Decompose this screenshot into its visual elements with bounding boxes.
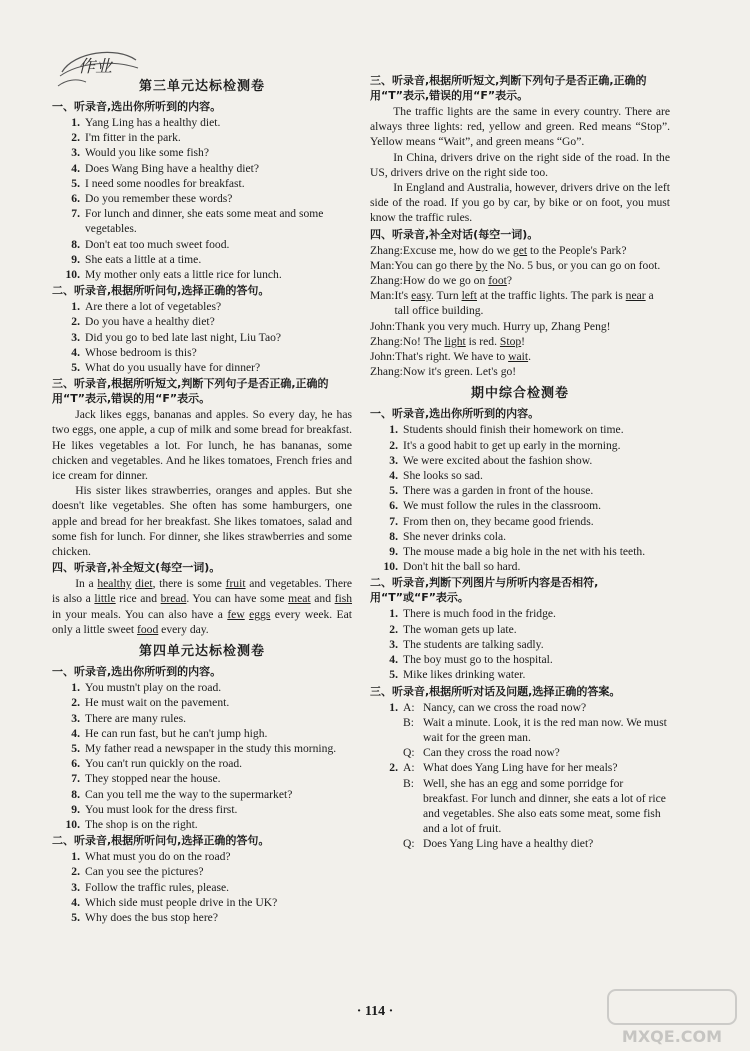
- item-number: 9.: [389, 545, 398, 559]
- cloze-answer: foot: [488, 274, 507, 288]
- list-item: [370, 559, 670, 574]
- cloze-answer: wait: [508, 350, 529, 364]
- list-item: [52, 360, 352, 375]
- item-number: 1.: [71, 116, 80, 129]
- item-text: She looks so sad.: [403, 469, 483, 483]
- list-item: [52, 299, 352, 314]
- u3-cloze-passage: In a healthy diet, there is some fruit and vegetables. There is also a little rice and bread. You can have some meat and fish in your meals. You can also have a few eggs every week. Eat only a little sweet food every day.: [52, 577, 353, 636]
- item-number: 4.: [71, 345, 80, 359]
- item-number: 6.: [71, 757, 80, 771]
- item-number: 3.: [71, 711, 80, 725]
- item-number: 2.: [71, 696, 80, 710]
- item-number: 1.: [389, 423, 398, 437]
- list-item: [52, 880, 352, 895]
- item-number: 5.: [389, 484, 398, 498]
- list-item: [52, 802, 352, 817]
- list-item: [52, 680, 352, 695]
- item-text: The boy must go to the hospital.: [403, 653, 553, 667]
- item-text: Does Wang Bing have a healthy diet?: [85, 161, 259, 175]
- item-text: There are many rules.: [85, 711, 187, 725]
- list-item: [52, 252, 352, 267]
- list-item: [52, 145, 352, 160]
- list-item: [370, 483, 670, 498]
- item-text: I'm fitter in the park.: [85, 131, 181, 145]
- list-item: [52, 130, 352, 145]
- item-text: There was a garden in front of the house.: [403, 484, 594, 498]
- list-item: [52, 756, 352, 771]
- u3-section2-header: 二、听录音,根据所听问句,选择正确的答句。: [52, 284, 270, 298]
- item-text: Do you remember these words?: [85, 192, 233, 206]
- list-item: [370, 652, 670, 667]
- item-number: 9.: [71, 802, 80, 816]
- dialog-line: Zhang: Now it's green. Let's go!: [370, 365, 517, 379]
- page-number: · 114 ·: [356, 1004, 394, 1019]
- item-number: 6.: [389, 499, 398, 513]
- u4-passage-paragraph: In China, drivers drive on the right side of the road. In the US, drivers drive on the right side too.: [370, 150, 670, 179]
- list-item: [52, 115, 352, 130]
- cloze-answer: meat: [288, 592, 311, 606]
- item-text: There is much food in the fridge.: [403, 607, 556, 621]
- unit4-title: 第四单元达标检测卷: [138, 644, 265, 660]
- dialog-line: Man: It's easy. Turn left at the traffic lights. The park is near a tall office building.: [370, 289, 654, 318]
- item-text: They stopped near the house.: [85, 772, 221, 786]
- cloze-answer: near: [625, 289, 646, 303]
- dialog-line: Zhang: Excuse me, how do we get to the People's Park?: [370, 243, 627, 257]
- item-text: She eats a little at a time.: [85, 252, 202, 266]
- dialog-question-2-a: 2. A: What does Yang Ling have for her meals?: [389, 761, 618, 775]
- list-item: [52, 849, 352, 864]
- u3-section4-header: 四、听录音,补全短文(每空一词)。: [52, 561, 221, 575]
- list-item: [52, 330, 352, 345]
- list-item: [52, 314, 352, 329]
- list-item: [370, 498, 670, 513]
- u4-section1-header: 一、听录音,选出你所听到的内容。: [52, 665, 222, 679]
- item-text: From then on, they became good friends.: [403, 514, 594, 528]
- item-number: 2.: [71, 315, 80, 329]
- item-number: 8.: [389, 529, 398, 543]
- cloze-answer: food: [137, 622, 159, 636]
- item-number: 7.: [71, 772, 80, 786]
- item-number: 4.: [71, 726, 80, 740]
- item-text: Are there a lot of vegetables?: [85, 300, 222, 314]
- item-text: You mustn't play on the road.: [85, 681, 222, 695]
- item-number: 9.: [71, 252, 80, 266]
- mid-section3-header: 三、听录音,根据所听对话及问题,选择正确的答案。: [370, 684, 621, 698]
- item-text: The shop is on the right.: [85, 817, 198, 831]
- u3-section1-list: [52, 115, 352, 282]
- dialog-question-1-q: Q: Can they cross the road now?: [403, 746, 560, 760]
- dialog-line: John: That's right. We have to wait.: [370, 350, 531, 364]
- item-text: What do you usually have for dinner?: [85, 361, 261, 375]
- midterm-title: 期中综合检测卷: [470, 386, 569, 402]
- u4-section2-header: 二、听录音,根据所听问句,选择正确的答句。: [52, 834, 270, 848]
- u4-section3-header: 三、听录音,根据所听短文,判断下列句子是否正确,正确的用“T”表示,错误的用“F”表示。: [370, 74, 647, 102]
- item-number: 3.: [71, 880, 80, 894]
- item-text: Whose bedroom is this?: [85, 345, 197, 359]
- u3-section2-list: [52, 299, 352, 375]
- item-number: 1.: [389, 607, 398, 621]
- item-text: He must wait on the pavement.: [85, 696, 230, 710]
- dialog-line: Zhang: No! The light is red. Stop!: [370, 334, 526, 348]
- item-number: 10.: [383, 560, 398, 574]
- u4-passage-paragraph: In England and Australia, however, drivers drive on the left side of the road. If you go by car, by bike or on foot, you must know the traffic rules.: [370, 181, 670, 225]
- item-number: 1.: [71, 681, 80, 695]
- dialog-question-2-b: B: Well, she has an egg and some porridge for breakfast. For lunch and dinner, she eats a lot of rice and vegetables. She also eats some meat, some fish and a lot of fruit.: [403, 776, 666, 836]
- mid-section1-list: [370, 422, 670, 574]
- list-item: [52, 817, 352, 832]
- item-number: 10.: [65, 268, 80, 282]
- u3-passage-paragraph: His sister likes strawberries, oranges and apples. But she doesn't like vegetables. She often has some hamburgers, one apple and bread for her breakfast. She likes tomatoes, salad and some fish for lunch. For dinner, she likes strawberries and some chicken.: [52, 484, 352, 559]
- list-item: [370, 637, 670, 652]
- u4-passage-paragraph: The traffic lights are the same in every country. There are always three lights: red, yellow and green. Red means “Stop”. Yellow means “Wait”, and green means “Go”.: [370, 105, 670, 149]
- list-item: [52, 237, 352, 252]
- dialog-line: Zhang: How do we go on foot?: [370, 274, 513, 288]
- list-item: [52, 695, 352, 710]
- unit3-title: 第三单元达标检测卷: [138, 79, 265, 94]
- list-item: [370, 453, 670, 468]
- item-text: She never drinks cola.: [403, 529, 507, 543]
- cloze-answer: little: [94, 592, 116, 606]
- mid-section2-list: [370, 606, 670, 682]
- cloze-answer: fish: [334, 592, 353, 606]
- cloze-answer: light: [444, 334, 466, 348]
- item-number: 5.: [71, 910, 80, 924]
- item-text: Don't hit the ball so hard.: [403, 560, 521, 574]
- item-text: The students are talking sadly.: [403, 637, 544, 651]
- item-number: 5.: [71, 741, 80, 755]
- cloze-answer: easy: [411, 289, 431, 303]
- dialog-line: Man: You can go there by the No. 5 bus, or you can go on foot.: [370, 258, 661, 272]
- list-item: [52, 787, 352, 802]
- list-item: [370, 422, 670, 437]
- cloze-answer: eggs: [249, 607, 271, 621]
- item-text: He can run fast, but he can't jump high.: [85, 726, 268, 740]
- item-text: For lunch and dinner, she eats some meat and some vegetables.: [85, 207, 324, 236]
- item-number: 2.: [71, 131, 80, 145]
- u4-section4-header: 四、听录音,补全对话(每空一词)。: [370, 227, 539, 241]
- watermark-text: MXQE.COM: [621, 1027, 723, 1046]
- dialog-question-1-a: 1. A: Nancy, can we cross the road now?: [389, 700, 587, 714]
- item-text: Students should finish their homework on time.: [403, 423, 624, 437]
- cloze-answer: diet: [135, 577, 153, 591]
- list-item: [52, 910, 352, 925]
- u3-section3-header: 三、听录音,根据所听短文,判断下列句子是否正确,正确的用“T”表示,错误的用“F”表示。: [52, 377, 329, 406]
- item-number: 3.: [71, 146, 80, 160]
- item-number: 3.: [389, 453, 398, 467]
- item-text: The mouse made a big hole in the net with his teeth.: [403, 545, 646, 559]
- cloze-answer: left: [461, 289, 478, 303]
- list-item: [52, 267, 352, 282]
- list-item: [370, 606, 670, 621]
- dialog-line: John: Thank you very much. Hurry up, Zhang Peng!: [370, 319, 611, 333]
- list-item: [52, 206, 352, 236]
- item-number: 3.: [71, 330, 80, 344]
- item-text: We must follow the rules in the classroom.: [403, 499, 602, 513]
- u4-section2-list: [52, 849, 352, 925]
- item-text: The woman gets up late.: [403, 622, 517, 636]
- cloze-answer: Stop: [499, 334, 522, 348]
- item-number: 8.: [71, 237, 80, 251]
- item-number: 2.: [389, 438, 398, 452]
- item-text: My mother only eats a little rice for lunch.: [85, 268, 282, 282]
- item-text: You can't run quickly on the road.: [85, 757, 243, 771]
- item-text: We were excited about the fashion show.: [403, 453, 593, 467]
- item-text: Yang Ling has a healthy diet.: [85, 116, 221, 129]
- item-number: 5.: [389, 668, 398, 682]
- u4-section1-list: [52, 680, 352, 832]
- right-column: [370, 72, 670, 852]
- dialog-question-1-b: B: Wait a minute. Look, it is the red man now. We must wait for the green man.: [403, 715, 667, 744]
- item-number: 5.: [71, 361, 80, 375]
- item-number: 1.: [71, 850, 80, 864]
- item-number: 7.: [389, 514, 398, 528]
- item-text: Mike likes drinking water.: [403, 668, 526, 682]
- list-item: [52, 726, 352, 741]
- item-text: Would you like some fish?: [85, 146, 210, 160]
- watermark-logo: [602, 986, 742, 1048]
- u3-section1-header: 一、听录音,选出你所听到的内容。: [52, 100, 222, 113]
- stamp-text: 作业: [78, 57, 112, 77]
- item-number: 3.: [389, 637, 398, 651]
- item-number: 4.: [389, 469, 398, 483]
- list-item: [52, 741, 352, 756]
- cloze-answer: fruit: [225, 577, 246, 591]
- item-text: Did you go to bed late last night, Liu Tao?: [85, 330, 282, 344]
- list-item: [52, 191, 352, 206]
- left-column: [52, 72, 352, 925]
- item-text: Can you see the pictures?: [85, 865, 204, 879]
- item-number: 10.: [65, 817, 80, 831]
- item-text: It's a good habit to get up early in the morning.: [403, 438, 621, 452]
- item-number: 4.: [71, 895, 80, 909]
- cloze-answer: get: [512, 243, 528, 257]
- list-item: [52, 864, 352, 879]
- item-text: Do you have a healthy diet?: [85, 315, 215, 329]
- item-number: 4.: [71, 161, 80, 175]
- mid-section1-header: 一、听录音,选出你所听到的内容。: [370, 407, 540, 421]
- item-number: 2.: [71, 865, 80, 879]
- item-number: 1.: [71, 300, 80, 314]
- item-text: Can you tell me the way to the supermarket?: [85, 787, 293, 801]
- list-item: [370, 529, 670, 544]
- list-item: [370, 514, 670, 529]
- item-text: Don't eat too much sweet food.: [85, 237, 230, 251]
- item-text: My father read a newspaper in the study this morning.: [85, 741, 337, 755]
- item-text: You must look for the dress first.: [85, 802, 238, 816]
- dialog-question-2-q: Q: Does Yang Ling have a healthy diet?: [403, 837, 594, 851]
- mid-section2-header: 二、听录音,判断下列图片与所听内容是否相符,用“T”或“F”表示。: [370, 576, 599, 605]
- u3-passage-paragraph: Jack likes eggs, bananas and apples. So every day, he has two eggs, one apple, a cup of milk and some bread for breakfast. He likes vegetables a lot. For lunch, he has bananas, some chicken and vegetables. And he likes tomatoes, French fries and ice cream for dinner.: [52, 408, 352, 483]
- list-item: [52, 176, 352, 191]
- item-number: 5.: [71, 176, 80, 190]
- list-item: [52, 771, 352, 786]
- item-number: 6.: [71, 192, 80, 206]
- list-item: [52, 895, 352, 910]
- cloze-answer: by: [475, 258, 488, 272]
- list-item: [370, 544, 670, 559]
- item-text: Why does the bus stop here?: [85, 910, 218, 924]
- list-item: [370, 667, 670, 682]
- item-number: 2.: [389, 622, 398, 636]
- list-item: [52, 161, 352, 176]
- cloze-answer: few: [227, 607, 245, 621]
- item-number: 4.: [389, 653, 398, 667]
- list-item: [370, 438, 670, 453]
- list-item: [370, 622, 670, 637]
- cloze-answer: bread: [160, 592, 187, 606]
- list-item: [52, 711, 352, 726]
- item-text: What must you do on the road?: [85, 850, 231, 864]
- list-item: [370, 468, 670, 483]
- list-item: [52, 345, 352, 360]
- item-number: 8.: [71, 787, 80, 801]
- item-text: Which side must people drive in the UK?: [85, 895, 278, 909]
- item-number: 7.: [71, 207, 80, 221]
- item-text: I need some noodles for breakfast.: [85, 176, 245, 190]
- cloze-answer: healthy: [97, 577, 132, 591]
- item-text: Follow the traffic rules, please.: [85, 880, 230, 894]
